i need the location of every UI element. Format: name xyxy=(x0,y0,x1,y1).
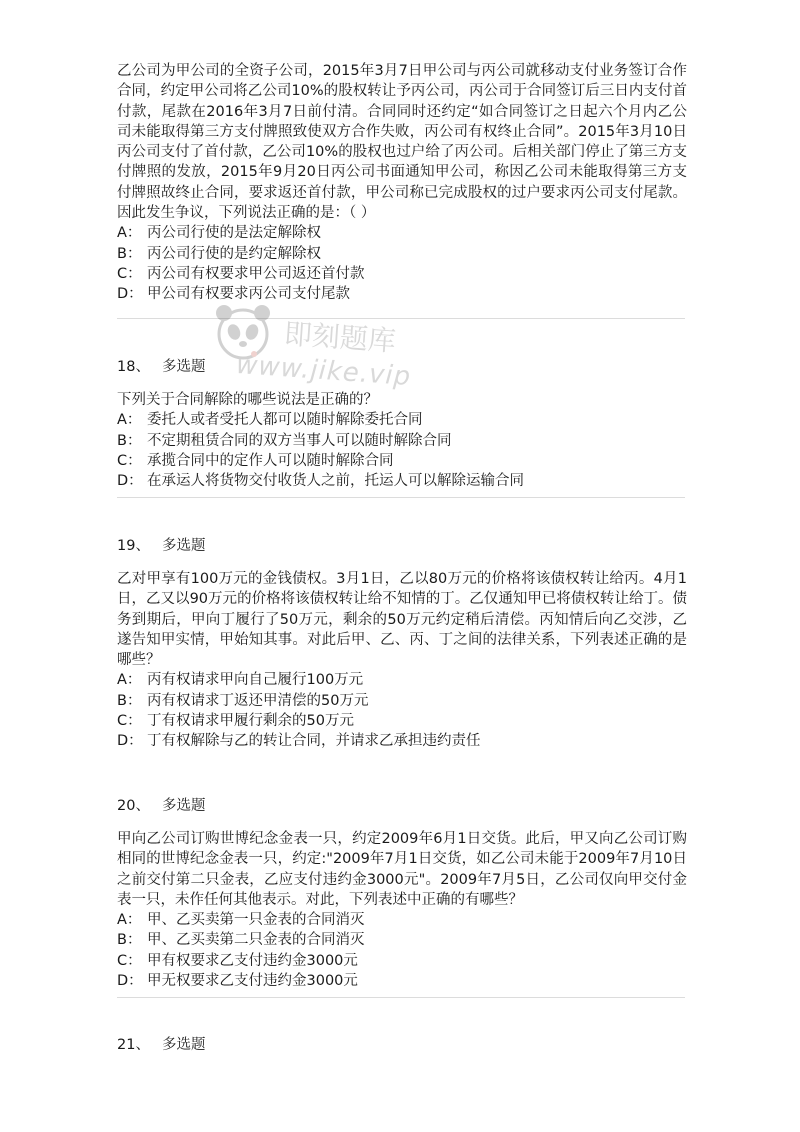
option-a[interactable] xyxy=(117,670,687,690)
option-letter: C： xyxy=(117,452,142,469)
option-letter: D： xyxy=(117,973,143,990)
option-b[interactable] xyxy=(117,691,687,711)
option-text: 甲、乙买卖第一只金表的合同消灭 xyxy=(147,912,365,929)
question-number: 19、 xyxy=(117,538,150,554)
question-20-block xyxy=(117,796,687,991)
question-number: 20、 xyxy=(117,798,150,814)
option-c[interactable] xyxy=(117,264,687,284)
option-letter: A： xyxy=(117,912,142,929)
question-number: 21、 xyxy=(117,1037,150,1053)
option-b[interactable] xyxy=(117,431,687,451)
question-type: 多选题 xyxy=(161,798,206,814)
option-text: 丙有权请求丁返还甲清偿的50万元 xyxy=(147,692,369,709)
question-header xyxy=(117,796,687,816)
question-stem: 乙公司为甲公司的全资子公司，2015年3月7日甲公司与丙公司就移动支付业务签订合作合同，约定甲公司将乙公司10%的股权转让予丙公司，丙公司于合同签订后三日内支付首付款，尾款在2016年3月7日前付清。合同同时还约定“如合同签订之日起六个月内乙公司未能取得第三方支付牌照致使双方合作失败，丙公司有权终止合同”。2015年3月10日丙公司支付了首付款，乙公司10%的股权也过户给了丙公司。后相关部门停止了第三方支付牌照的发放，2015年9月20日丙公司书面通知甲公司，称因乙公司未能取得第三方支付牌照故终止合同，要求返还首付款，甲公司称已完成股权的过户要求丙公司支付尾款。因此发生争议，下列说法正确的是：（ ） xyxy=(117,63,687,222)
option-text: 丙公司行使的是约定解除权 xyxy=(147,245,321,262)
option-letter: B： xyxy=(117,432,142,449)
option-text: 不定期租赁合同的双方当事人可以随时解除合同 xyxy=(147,432,452,449)
option-text: 丙有权请求甲向自己履行100万元 xyxy=(147,672,364,689)
option-text: 甲无权要求乙支付违约金3000元 xyxy=(147,973,358,990)
option-text: 甲公司有权要求丙公司支付尾款 xyxy=(147,286,350,303)
question-17-block xyxy=(117,61,687,305)
option-d[interactable] xyxy=(117,971,687,991)
option-letter: C： xyxy=(117,952,142,969)
option-letter: D： xyxy=(117,286,143,303)
divider xyxy=(117,497,685,498)
option-letter: A： xyxy=(117,412,142,429)
question-number: 18、 xyxy=(117,359,150,375)
option-c[interactable] xyxy=(117,951,687,971)
option-text: 丁有权请求甲履行剩余的50万元 xyxy=(147,713,354,730)
question-18-block xyxy=(117,357,687,491)
option-text: 承揽合同中的定作人可以随时解除合同 xyxy=(147,452,394,469)
option-letter: D： xyxy=(117,473,143,490)
option-text: 甲、乙买卖第二只金表的合同消灭 xyxy=(147,932,365,949)
option-c[interactable] xyxy=(117,451,687,471)
option-b[interactable] xyxy=(117,244,687,264)
option-text: 委托人或者受托人都可以随时解除委托合同 xyxy=(147,412,423,429)
question-type: 多选题 xyxy=(161,538,206,554)
option-letter: B： xyxy=(117,692,142,709)
option-letter: C： xyxy=(117,265,142,282)
option-b[interactable] xyxy=(117,930,687,950)
option-d[interactable] xyxy=(117,731,687,751)
divider xyxy=(117,997,685,998)
question-stem: 乙对甲享有100万元的金钱债权。3月1日，乙以80万元的价格将该债权转让给丙。4月1日，乙又以90万元的价格将该债权转让给不知情的丁。乙仅通知甲已将债权转让给丁。债务到期后，甲向丁履行了50万元，剩余的50万元约定稍后清偿。丙知情后向乙交涉，乙遂告知甲实情，甲始知其事。对此后甲、乙、丙、丁之间的法律关系，下列表述正确的是哪些？ xyxy=(117,571,687,669)
option-a[interactable] xyxy=(117,410,687,430)
option-letter: A： xyxy=(117,225,142,242)
question-type: 多选题 xyxy=(161,1037,206,1053)
option-letter: D： xyxy=(117,733,143,750)
watermark-url: www.jike.vip xyxy=(235,349,413,393)
option-a[interactable] xyxy=(117,910,687,930)
option-text: 甲有权要求乙支付违约金3000元 xyxy=(147,952,358,969)
question-header xyxy=(117,357,687,377)
watermark-brand: 即刻题库 xyxy=(282,317,397,358)
question-stem: 下列关于合同解除的哪些说法是正确的？ xyxy=(117,392,378,408)
option-letter: A： xyxy=(117,672,142,689)
question-stem: 甲向乙公司订购世博纪念金表一只，约定2009年6月1日交货。此后，甲又向乙公司订购相同的世博纪念金表一只，约定:"2009年7月1日交货，如乙公司未能于2009年7月10日之前交付第二只金表，乙应支付违约金3000元"。2009年7月5日，乙公司仅向甲交付金表一只，未作任何其他表示。对此，下列表述中正确的有哪些？ xyxy=(117,831,687,908)
option-text: 在承运人将货物交付收货人之前，托运人可以解除运输合同 xyxy=(147,473,524,490)
panda-logo-icon xyxy=(210,298,276,364)
option-a[interactable] xyxy=(117,223,687,243)
question-header xyxy=(117,536,687,556)
question-type: 多选题 xyxy=(161,359,206,375)
question-21-header xyxy=(117,1035,205,1055)
option-d[interactable] xyxy=(117,471,687,491)
option-letter: C： xyxy=(117,713,142,730)
option-d[interactable] xyxy=(117,284,687,304)
option-text: 丙公司有权要求甲公司返还首付款 xyxy=(147,265,365,282)
option-letter: B： xyxy=(117,932,142,949)
question-19-block xyxy=(117,536,687,752)
divider xyxy=(117,318,685,319)
option-text: 丙公司行使的是法定解除权 xyxy=(147,225,321,242)
option-letter: B： xyxy=(117,245,142,262)
option-c[interactable] xyxy=(117,711,687,731)
option-text: 丁有权解除与乙的转让合同，并请求乙承担违约责任 xyxy=(147,733,481,750)
